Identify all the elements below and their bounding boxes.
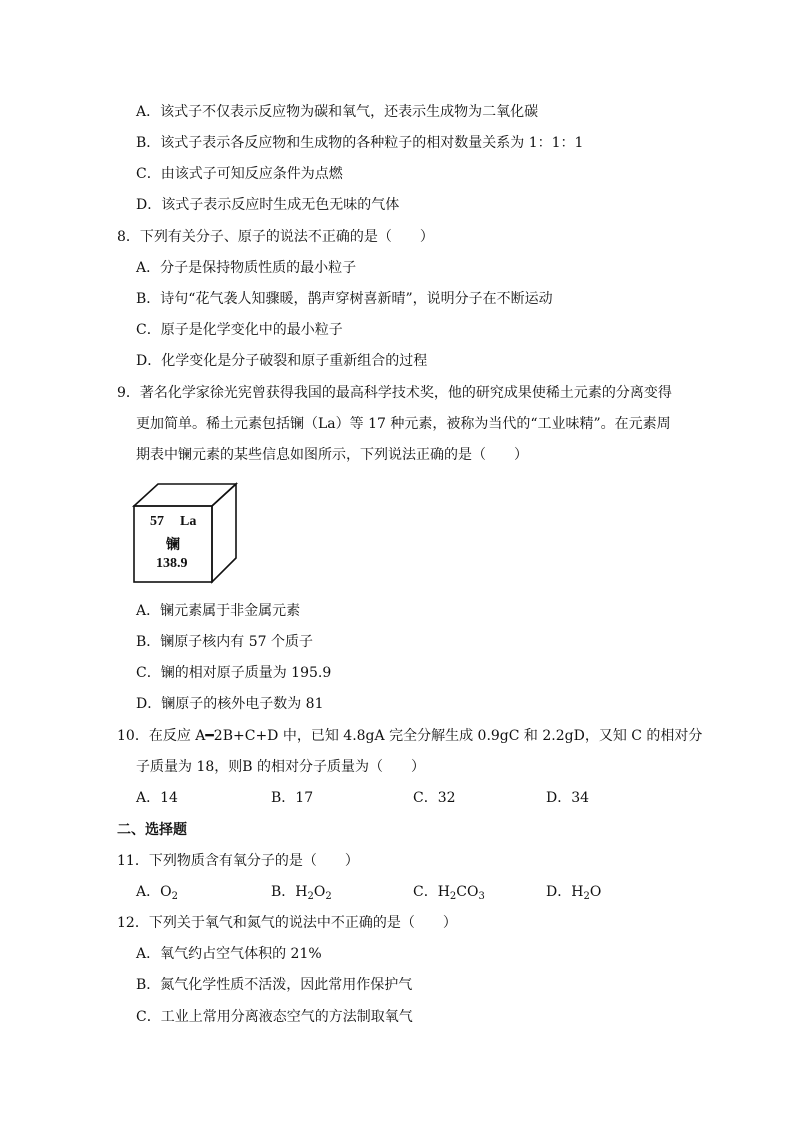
q11-option-d-sub: 2 <box>583 891 590 902</box>
q11-option-d <box>546 882 601 902</box>
q10-option-d: D．34 <box>546 790 590 806</box>
q11-option-a-text: A．O <box>136 884 172 900</box>
q11-option-c-text: C．H <box>413 884 450 900</box>
q11-option-c-sub1: 2 <box>449 891 457 902</box>
q11-option-b-sub1: 2 <box>307 891 314 902</box>
q9-stem-line2: 更加简单。稀土元素包括镧（La）等 17 种元素，被称为当代的“工业味精”。在元素周 <box>136 416 671 432</box>
q12-stem: 12．下列关于氧气和氮气的说法中不正确的是（ ） <box>117 915 457 931</box>
q11-option-d-suffix: O <box>589 884 602 900</box>
q11-option-d-text: D．H <box>546 884 584 900</box>
atomic-mass: 138.9 <box>156 556 188 571</box>
element-symbol: La <box>180 514 197 529</box>
q10-option-a: A．14 <box>136 790 178 806</box>
q9-stem-line3: 期表中镧元素的某些信息如图所示，下列说法正确的是（ ） <box>136 447 528 463</box>
q7-option-d: D．该式子表示反应时生成无色无味的气体 <box>136 197 400 213</box>
q7-option-c: C．由该式子可知反应条件为点燃 <box>136 166 343 182</box>
q10-option-c: C．32 <box>413 790 456 806</box>
q10-stem-line2: 子质量为 18，则B 的相对分子质量为（ ） <box>136 759 426 775</box>
q8-option-a: A．分子是保持物质性质的最小粒子 <box>136 260 357 276</box>
section-heading: 二、选择题 <box>117 822 187 838</box>
q9-option-b: B．镧原子核内有 57 个质子 <box>136 634 314 650</box>
q8-stem: 8．下列有关分子、原子的说法不正确的是（ ） <box>117 229 434 245</box>
q11-stem: 11．下列物质含有氧分子的是（ ） <box>117 853 359 869</box>
q8-option-c: C．原子是化学变化中的最小粒子 <box>136 322 343 338</box>
q12-option-b: B．氮气化学性质不活泼，因此常用作保护气 <box>136 977 413 993</box>
q10-option-b: B．17 <box>271 790 314 806</box>
q7-option-b: B．该式子表示各反应物和生成物的各种粒子的相对数量关系为 1：1：1 <box>136 135 584 151</box>
q7-option-a: A．该式子不仅表示反应物为碳和氧气，还表示生成物为二氧化碳 <box>136 104 539 120</box>
q11-option-a-sub: 2 <box>171 891 178 902</box>
q12-option-a: A．氧气约占空气体积的 21% <box>136 946 322 962</box>
q11-option-c-mid: CO <box>456 884 479 900</box>
q11-option-c <box>413 882 485 902</box>
q8-option-b: B．诗句“花气袭人知骤暖，鹊声穿树喜新晴”，说明分子在不断运动 <box>136 291 553 307</box>
element-card-figure <box>130 476 240 586</box>
q11-option-c-sub2: 3 <box>478 891 485 902</box>
q9-option-d: D．镧原子的核外电子数为 81 <box>136 696 324 712</box>
q10-stem-line1: 10．在反应 A━2B+C+D 中，已知 4.8gA 完全分解生成 0.9gC 和 2.2gD，又知 C 的相对分 <box>117 728 703 744</box>
q9-option-a: A．镧元素属于非金属元素 <box>136 603 301 619</box>
q11-option-b-text: B．H <box>271 884 308 900</box>
q9-stem-line1: 9．著名化学家徐光宪曾获得我国的最高科学技术奖，他的研究成果使稀土元素的分离变得 <box>117 385 672 401</box>
atomic-number: 57 <box>150 514 164 529</box>
q9-option-c: C．镧的相对原子质量为 195.9 <box>136 665 332 681</box>
q11-option-a <box>136 882 178 902</box>
q12-option-c: C．工业上常用分离液态空气的方法制取氧气 <box>136 1009 413 1025</box>
q11-option-b-sub2: 2 <box>325 891 332 902</box>
q11-option-b <box>271 882 332 902</box>
q11-option-b-mid: O <box>313 884 326 900</box>
element-name: 镧 <box>166 537 180 553</box>
q8-option-d: D．化学变化是分子破裂和原子重新组合的过程 <box>136 353 428 369</box>
